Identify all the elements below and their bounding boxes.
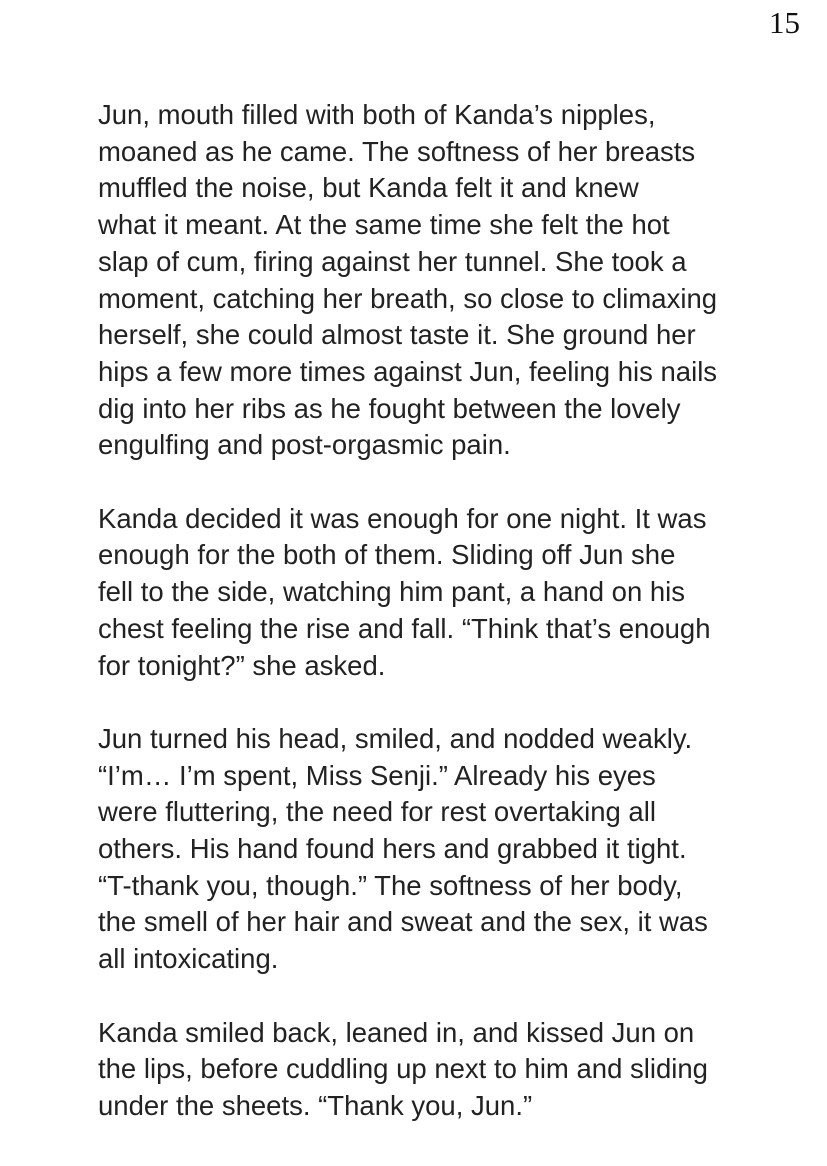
text-line: “T-thank you, though.” The softness of her body,: [98, 869, 683, 901]
text-line: engulfing and post-orgasmic pain.: [98, 429, 511, 461]
text-line: fell to the side, watching him pant, a hand on his: [98, 576, 686, 608]
paragraph: [98, 501, 758, 685]
paragraph: [98, 721, 758, 978]
text-line: all intoxicating.: [98, 943, 279, 975]
text-line: moment, catching her breath, so close to climaxing: [98, 282, 718, 314]
text-line: moaned as he came. The softness of her breasts: [98, 135, 696, 167]
paragraph: [98, 97, 758, 464]
text-line: herself, she could almost taste it. She ground her: [98, 319, 696, 351]
text-line: dig into her ribs as he fought between the lovely: [98, 392, 681, 424]
text-line: what it meant. At the same time she felt the hot: [98, 209, 670, 241]
text-line: under the sheets. “Thank you, Jun.”: [98, 1089, 533, 1121]
text-line: were fluttering, the need for rest overtaking all: [98, 796, 656, 828]
text-line: muffled the noise, but Kanda felt it and knew: [98, 172, 639, 204]
text-line: chest feeling the rise and fall. “Think that’s enough: [98, 612, 711, 644]
text-line: slap of cum, firing against her tunnel. She took a: [98, 245, 687, 277]
text-line: Jun, mouth filled with both of Kanda’s nipples,: [98, 99, 656, 130]
text-line: the smell of her hair and sweat and the sex, it was: [98, 906, 708, 938]
text-line: for tonight?” she asked.: [98, 649, 386, 681]
text-line: the lips, before cuddling up next to him and sliding: [98, 1053, 708, 1085]
text-line: Kanda decided it was enough for one night. It was: [98, 502, 707, 534]
text-line: Jun turned his head, smiled, and nodded weakly.: [98, 722, 693, 754]
text-line: “I’m… I’m spent, Miss Senji.” Already his eyes: [98, 759, 656, 791]
text-line: Kanda smiled back, leaned in, and kissed Jun on: [98, 1016, 695, 1048]
text-line: enough for the both of them. Sliding off Jun she: [98, 539, 676, 571]
paragraph: [98, 1015, 758, 1125]
text-line: hips a few more times against Jun, feeling his nails: [98, 355, 718, 387]
text-line: others. His hand found hers and grabbed it tight.: [98, 833, 687, 865]
page-number: 15: [769, 5, 800, 40]
body-text: [98, 97, 758, 1125]
